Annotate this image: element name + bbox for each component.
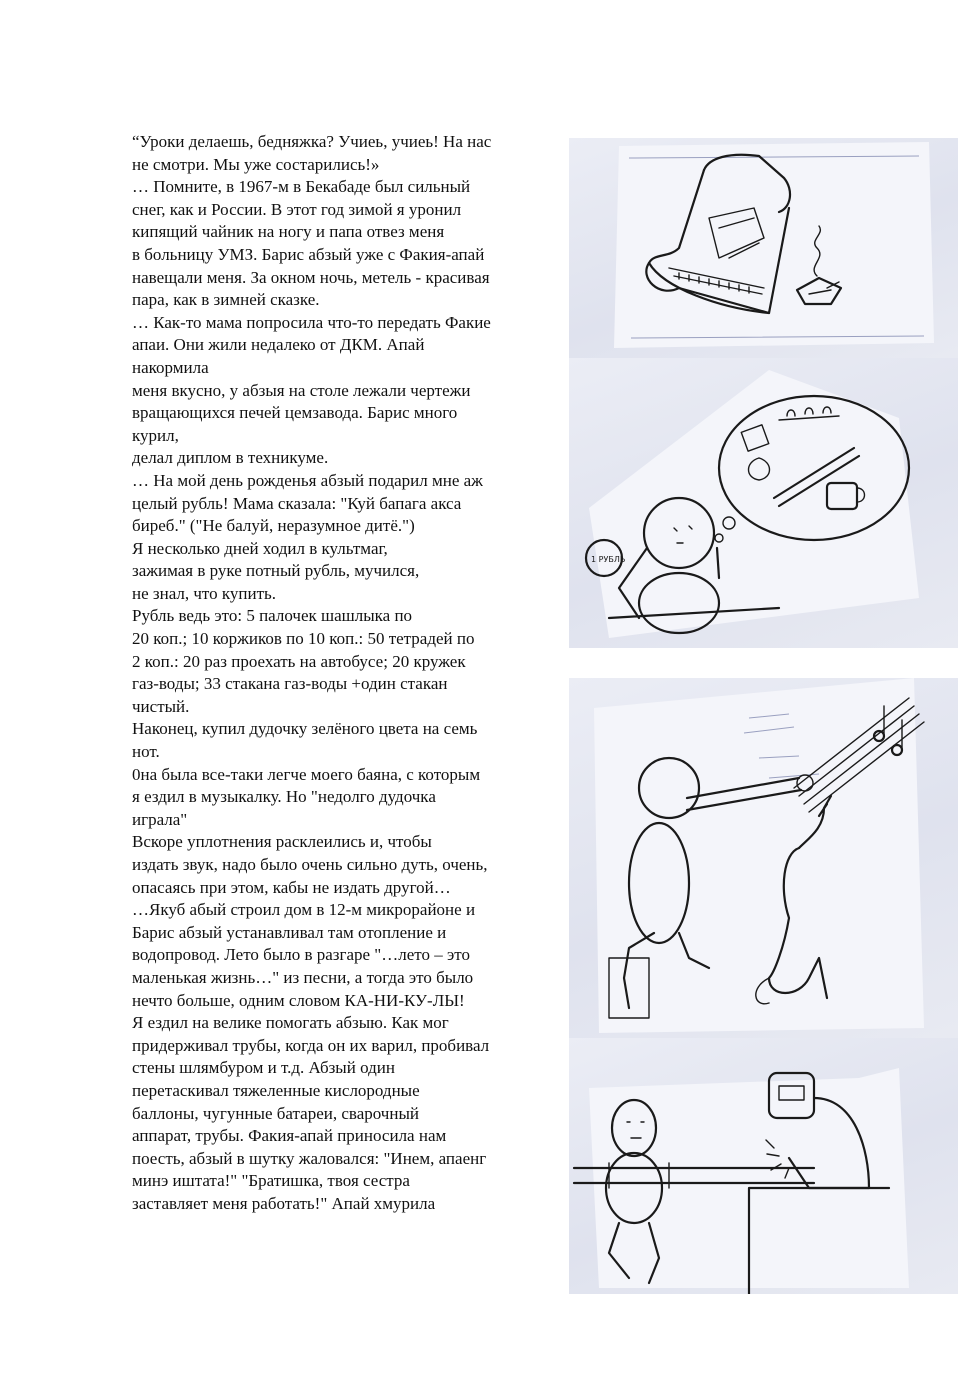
text-line: в больницу УМЗ. Барис абзый уже с Факия-апай	[132, 244, 485, 264]
text-line: накормила	[132, 357, 209, 377]
text-line: апаи. Они жили недалеко от ДКМ. Апай	[132, 335, 425, 355]
text-line: снег, как и России. В этот год зимой я уронил	[132, 199, 462, 219]
text-line: нечто больше, одним словом КА-НИ-КУ-ЛЫ!	[132, 990, 465, 1010]
text-line: делал диплом в техникуме.	[132, 448, 329, 468]
text-line: … На мой день рожденья абзый подарил мне аж	[132, 470, 483, 490]
coin-label: 1 РУБЛЬ	[591, 555, 626, 564]
text-line: … Помните, в 1967-м в Бекабаде был сильный	[132, 177, 471, 197]
text-line: навещали меня. За окном ночь, метель - красивая	[132, 267, 490, 287]
text-line: водопровод. Лето было в разгаре "…лето – это	[132, 945, 470, 965]
text-line: Рубль ведь это: 5 палочек шашлыка по	[132, 606, 413, 626]
text-line: минэ иштата!" "Братишка, твоя сестра	[132, 1171, 410, 1191]
text-line: перетаскивал тяжеленные кислородные	[132, 1080, 420, 1100]
text-line: нот.	[132, 742, 160, 762]
text-line: 0на была все-таки легче моего баяна, с которым	[132, 764, 481, 784]
text-line: Я ездил на велике помогать абзыю. Как мог	[132, 1013, 449, 1033]
text-line: я ездил в музыкалку. Но "недолго дудочка	[132, 787, 436, 807]
story-text	[132, 131, 562, 1216]
text-line: целый рубль! Мама сказала: "Куй бапага акса	[132, 493, 462, 513]
drawing-boy-playing-pipe	[569, 678, 958, 1038]
drawing-blueprint-scroll	[569, 138, 958, 358]
text-line: зажимая в руке потный рубль, мучился,	[132, 561, 420, 581]
text-line: биреб." ("Не балуй, неразумное дитё.")	[132, 516, 415, 536]
text-line: опасаясь при этом, кабы не издать другой…	[132, 877, 451, 897]
text-line: “Уроки делаешь, бедняжка? Учиеь, учиеь! На нас	[132, 132, 492, 151]
text-line: баллоны, чугунные батареи, сварочный	[132, 1103, 419, 1123]
drawing-boy-dreaming	[569, 358, 958, 648]
text-line: газ-воды; 33 стакана газ-воды +один стакан	[132, 674, 448, 694]
text-line: Я несколько дней ходил в культмаг,	[132, 538, 388, 558]
text-line: заставляет меня работать!" Апай хмурила	[132, 1193, 436, 1213]
text-line: 20 коп.; 10 коржиков по 10 коп.: 50 тетрадей по	[132, 629, 475, 649]
text-line: не знал, что купить.	[132, 583, 277, 603]
text-line: кипящий чайник на ногу и папа отвез меня	[132, 222, 445, 242]
text-line: пара, как в зимней сказке.	[132, 290, 320, 310]
text-line: 2 коп.: 20 раз проехать на автобусе; 20 кружек	[132, 651, 466, 671]
text-line: издать звук, надо было очень сильно дуть, очень,	[132, 855, 488, 874]
text-line: Наконец, купил дудочку зелёного цвета на семь	[132, 719, 478, 739]
drawing-welding-pipes	[569, 1038, 958, 1294]
text-line: вращающихся печей цемзавода. Барис много	[132, 403, 458, 423]
text-line: …Якуб абый строил дом в 12-м микрорайоне и	[132, 900, 476, 920]
text-line: Барис абзый устанавливал там отопление и	[132, 922, 447, 942]
text-line: аппарат, трубы. Факия-апай приносила нам	[132, 1126, 447, 1146]
text-line: Вскоре уплотнения расклеились и, чтобы	[132, 832, 432, 852]
text-line: не смотри. Мы уже состарились!»	[132, 154, 380, 174]
text-line: маленькая жизнь…" из песни, а тогда это было	[132, 967, 474, 987]
text-line: меня вкусно, у абзыя на столе лежали чертежи	[132, 380, 471, 400]
illustration-strip	[569, 138, 958, 1294]
text-line: чистый.	[132, 696, 190, 716]
text-line: придерживал трубы, когда он их варил, пробивал	[132, 1035, 490, 1055]
text-line: стены шлямбуром и т.д. Абзый один	[132, 1058, 395, 1078]
text-line: поесть, абзый в шутку жаловался: "Инем, апаенг	[132, 1148, 487, 1168]
text-line: курил,	[132, 425, 179, 445]
text-line: играла"	[132, 809, 188, 829]
text-line: … Как-то мама попросила что-то передать Факие	[132, 312, 491, 332]
